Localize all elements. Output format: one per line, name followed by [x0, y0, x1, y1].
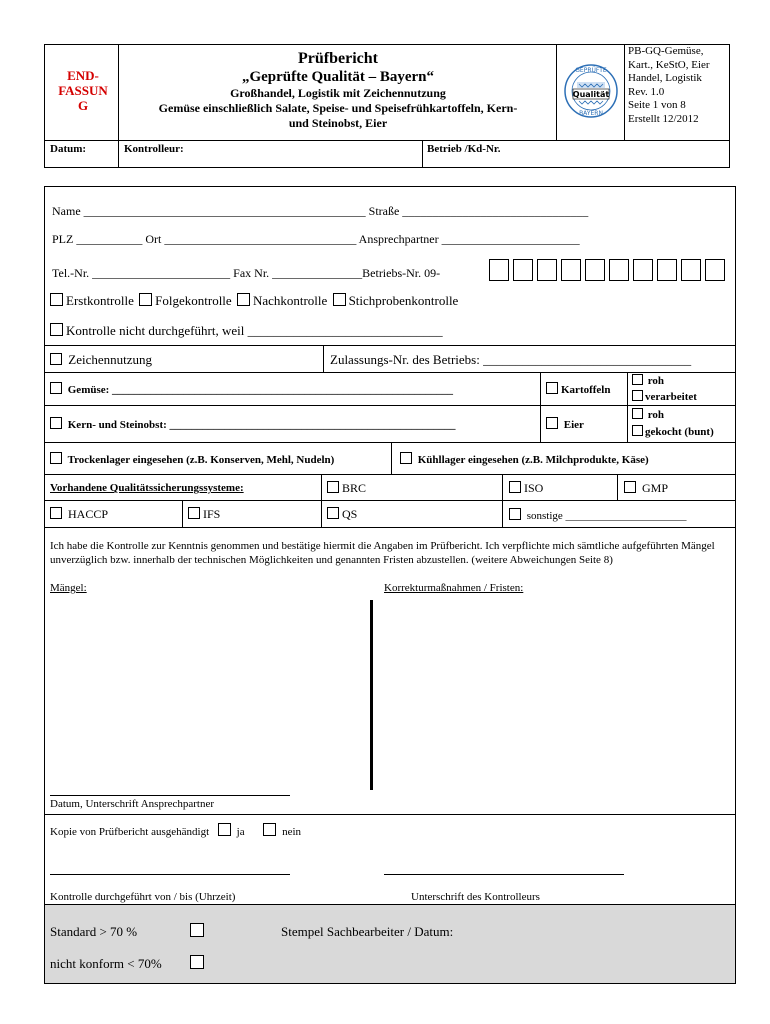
nicht-konform-checkbox[interactable]: [190, 955, 207, 973]
kartoffeln-roh-checkbox[interactable]: roh: [632, 374, 664, 387]
logo-text: Qualität: [572, 90, 610, 99]
scope-line-2: Gemüse einschließlich Salate, Speise- und Speisefrühkartoffeln, Kern-: [158, 101, 518, 115]
quality-seal-logo: [563, 60, 619, 122]
zeichennutzung-checkbox[interactable]: Zeichennutzung: [50, 352, 152, 368]
acknowledgement-text: Ich habe die Kontrolle zur Kenntnis genommen und bestätige hiermit die Angaben im Prüfbericht. Ich verpflichte mich sämtliche aufgeführten Mängel unverzüglich bzw. innerhalb der technischen Möglichkeiten und genannten Fristen abzustellen. (weitere Abweichungen Seite 8): [50, 540, 715, 566]
kern-steinobst-checkbox[interactable]: Kern- und Steinobst: ____________________________________________________: [50, 417, 456, 431]
control-time-label: Kontrolle durchgeführt von / bis (Uhrzeit): [50, 891, 236, 903]
standard-checkbox[interactable]: [190, 923, 207, 941]
brc-checkbox[interactable]: BRC: [327, 481, 366, 496]
gmp-checkbox[interactable]: GMP: [624, 481, 668, 496]
column-divider: [370, 600, 373, 790]
folgekontrolle-checkbox[interactable]: Folgekontrolle: [139, 293, 232, 308]
stichprobenkontrolle-checkbox[interactable]: Stichprobenkontrolle: [333, 293, 459, 308]
erstkontrolle-checkbox[interactable]: Erstkontrolle: [50, 293, 134, 308]
gemuese-checkbox[interactable]: Gemüse: ______________________________________________________________: [50, 382, 453, 396]
standard-label: Standard > 70 %: [50, 924, 138, 939]
draft-status: END- FASSUN G: [58, 68, 108, 113]
stamp-label: Stempel Sachbearbeiter / Datum:: [281, 924, 454, 939]
kartoffeln-verarbeitet-checkbox[interactable]: verarbeitet: [632, 390, 697, 403]
zulassungs-nr-field[interactable]: Zulassungs-Nr. des Betriebs: ________________________________: [330, 352, 692, 367]
korrektur-label: Korrekturmaßnahmen / Fristen:: [384, 582, 524, 594]
plz-ort-line[interactable]: PLZ ___________ Ort ________________________________ Ansprechpartner _______________________: [52, 232, 580, 246]
scope-line-1: Großhandel, Logistik mit Zeichennutzung: [230, 86, 446, 100]
eier-checkbox[interactable]: Eier: [546, 417, 584, 431]
copy-nein-checkbox[interactable]: nein: [263, 826, 301, 838]
qs-systems-title: Vorhandene Qualitätssicherungssysteme:: [50, 482, 244, 494]
haccp-checkbox[interactable]: HACCP: [50, 507, 108, 522]
svg-text:GEPRÜFTE: GEPRÜFTE: [575, 67, 607, 74]
tel-fax-line[interactable]: Tel.-Nr. _______________________ Fax Nr. _______________Betriebs-Nr. 09-: [52, 266, 441, 280]
scope-line-3: und Steinobst, Eier: [288, 116, 388, 130]
control-type-row: [50, 293, 458, 309]
inspector-signature-label: Unterschrift des Kontrolleurs: [411, 891, 540, 903]
qs-checkbox[interactable]: QS: [327, 507, 357, 522]
svg-text:BAYERN: BAYERN: [579, 110, 603, 117]
document-info: PB-GQ-Gemüse, Kart., KeStO, Eier Handel, Logistik Rev. 1.0 Seite 1 von 8 Erstellt 12/2012: [628, 45, 710, 125]
copy-handed-row: Kopie von Prüfbericht ausgehändigt ja nein: [50, 823, 301, 838]
datum-label: Datum:: [50, 143, 87, 155]
page-subtitle: „Geprüfte Qualität – Bayern“: [241, 69, 435, 85]
name-street-line[interactable]: Name _______________________________________________ Straße _______________________________: [52, 204, 589, 218]
maengel-label: Mängel:: [50, 582, 87, 594]
eier-roh-checkbox[interactable]: roh: [632, 408, 664, 421]
not-performed-row[interactable]: Kontrolle nicht durchgeführt, weil ______________________________: [50, 323, 443, 339]
signature-contact-label: Datum, Unterschrift Ansprechpartner: [50, 798, 215, 810]
sonstige-checkbox[interactable]: sonstige ______________________: [509, 508, 687, 522]
kartoffeln-checkbox[interactable]: Kartoffeln: [546, 382, 610, 396]
kontrolleur-label: Kontrolleur:: [124, 143, 184, 155]
betrieb-label: Betrieb /Kd-Nr.: [427, 143, 501, 155]
page-title: Prüfbericht: [298, 50, 378, 67]
copy-ja-checkbox[interactable]: ja: [218, 826, 245, 838]
nicht-konform-label: nicht konform < 70%: [50, 956, 162, 971]
trockenlager-checkbox[interactable]: Trockenlager eingesehen (z.B. Konserven, Mehl, Nudeln): [50, 452, 334, 466]
eier-gekocht-checkbox[interactable]: gekocht (bunt): [632, 425, 714, 438]
title-block: [120, 50, 556, 131]
kuehllager-checkbox[interactable]: Kühllager eingesehen (z.B. Milchprodukte, Käse): [400, 452, 649, 466]
nachkontrolle-checkbox[interactable]: Nachkontrolle: [237, 293, 327, 308]
ifs-checkbox[interactable]: IFS: [188, 507, 220, 522]
iso-checkbox[interactable]: ISO: [509, 481, 543, 496]
